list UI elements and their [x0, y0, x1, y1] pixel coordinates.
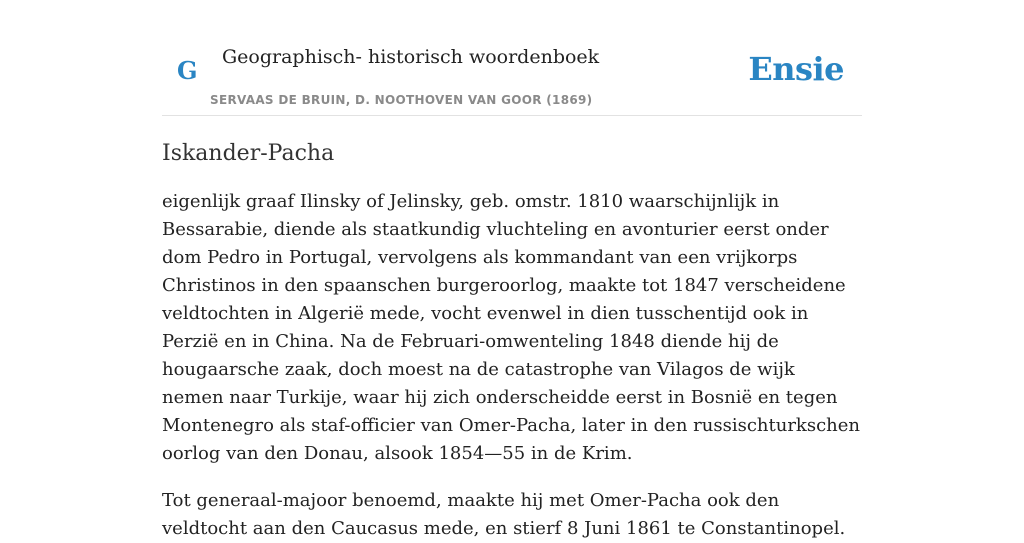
article-paragraph-1: eigenlijk graaf Ilinsky of Jelinsky, geb. omstr. 1810 waarschijnlijk in Bessarabie, diende als staatkundig vluchteling en avonturier eerst onder dom Pedro in Portugal, vervolgens als kommandant van een vrijkorps Christinos in den spaanschen burgeroorlog, maakte tot 1847 verscheidene veldtochten in Algerië mede, vocht evenwel in dien tusschentijd ook in Perzië en in China. Na de Februari-omwenteling 1848 diende hij de hougaarsche zaak, doch moest na de catastrophe van Vilagos de wijk nemen naar Turkije, waar hij zich onderscheidde eerst in Bosnië en tegen Montenegro als staf-officier van Omer-Pacha, later in den russischturkschen oorlog van den Donau, alsook 1854—55 in de Krim. [162, 191, 860, 464]
ensie-logo-link[interactable]: Ensie [748, 50, 844, 88]
book-icon[interactable]: G [177, 56, 198, 85]
entry-title: Iskander-Pacha [162, 141, 335, 166]
book-title-link[interactable]: Geographisch- historisch woordenboek [222, 46, 600, 68]
book-authors: SERVAAS DE BRUIN, D. NOOTHOVEN VAN GOOR (1869) [210, 93, 593, 107]
article-paragraph-2: Tot generaal-majoor benoemd, maakte hij met Omer-Pacha ook den veldtocht aan den Caucasus mede, en stierf 8 Juni 1861 te Constantinopel. [162, 490, 846, 539]
book-header [162, 30, 862, 116]
article [162, 138, 862, 543]
